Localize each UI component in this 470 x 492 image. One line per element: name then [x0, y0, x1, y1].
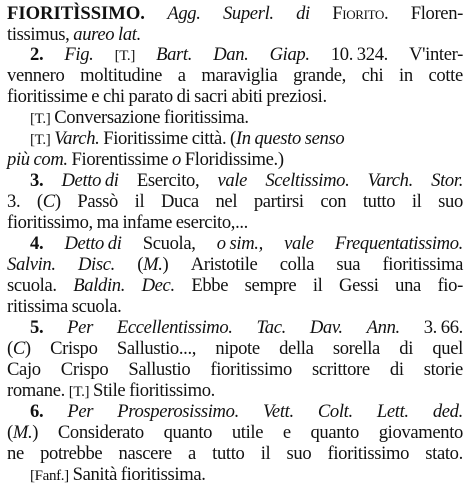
sense-6-line-1: 6. Per Prosperosissimo. Vett. Colt. Lett. ded. — [30, 401, 463, 422]
sense-4-line-3: scuola. Baldin. Dec. Ebbe sempre il Gessi una fio- — [7, 275, 463, 296]
t-conversazione: [T.] Conversazione fioritissima. — [30, 107, 249, 128]
sense-5-line-4: romane. [T.] Stile fioritissimo. — [7, 380, 215, 401]
sense-4-line-4: ritissima scuola. — [7, 296, 122, 317]
sense-4-line-2: Salvin. Disc. (M.) Aristotile colla sua fioritissima — [7, 254, 463, 275]
sense-6-line-3: ne potrebbe nascere a tutto il suo fioritissimo stato. — [7, 443, 463, 464]
sense-2-line-2: vennero moltitudine a maraviglia grande, chi in cotte — [7, 65, 463, 86]
t-varch-line-1: [T.] Varch. Fioritissime città. (In questo senso — [30, 128, 345, 149]
sense-2-line-1: 2. Fig. [T.] Bart. Dan. Giap. 10. 324. V'inter- — [30, 44, 463, 65]
sense-2-line-3: fioritissime e chi parato di sacri abiti preziosi. — [7, 86, 327, 107]
sense-5-line-2: (C) Crispo Sallustio..., nipote della sorella di quel — [7, 338, 463, 359]
sense-3-line-3: fioritissimo, ma infame esercito,... — [7, 212, 248, 233]
sense-6-line-2: (M.) Considerato quanto utile e quanto giovamento — [7, 422, 463, 443]
fanf-line: [Fanf.] Sanità fioritissima. — [30, 464, 206, 485]
t-varch-line-2: più com. Fiorentissime o Floridissime.) — [7, 149, 284, 170]
sense-5-line-3: Cajo Crispo Sallustio fioritissimo scrittore di storie — [7, 359, 463, 380]
sense-5-line-1: 5. Per Eccellentissimo. Tac. Dav. Ann. 3. 66. — [30, 317, 463, 338]
sense-4-line-1: 4. Detto di Scuola, o sim., vale Frequentatissimo. — [30, 233, 463, 254]
entry-line-1: FIORITÌSSIMO. Agg. Superl. di Fiorito. Floren- — [7, 3, 463, 24]
headword: FIORITÌSSIMO. — [7, 3, 145, 24]
entry-line-2: tissimus, aureo lat. — [7, 24, 141, 45]
sense-3-line-1: 3. Detto di Esercito, vale Sceltissimo. Varch. Stor. — [30, 170, 463, 191]
sense-3-line-2: 3. (C) Passò il Duca nel partirsi con tutto il suo — [7, 191, 463, 212]
